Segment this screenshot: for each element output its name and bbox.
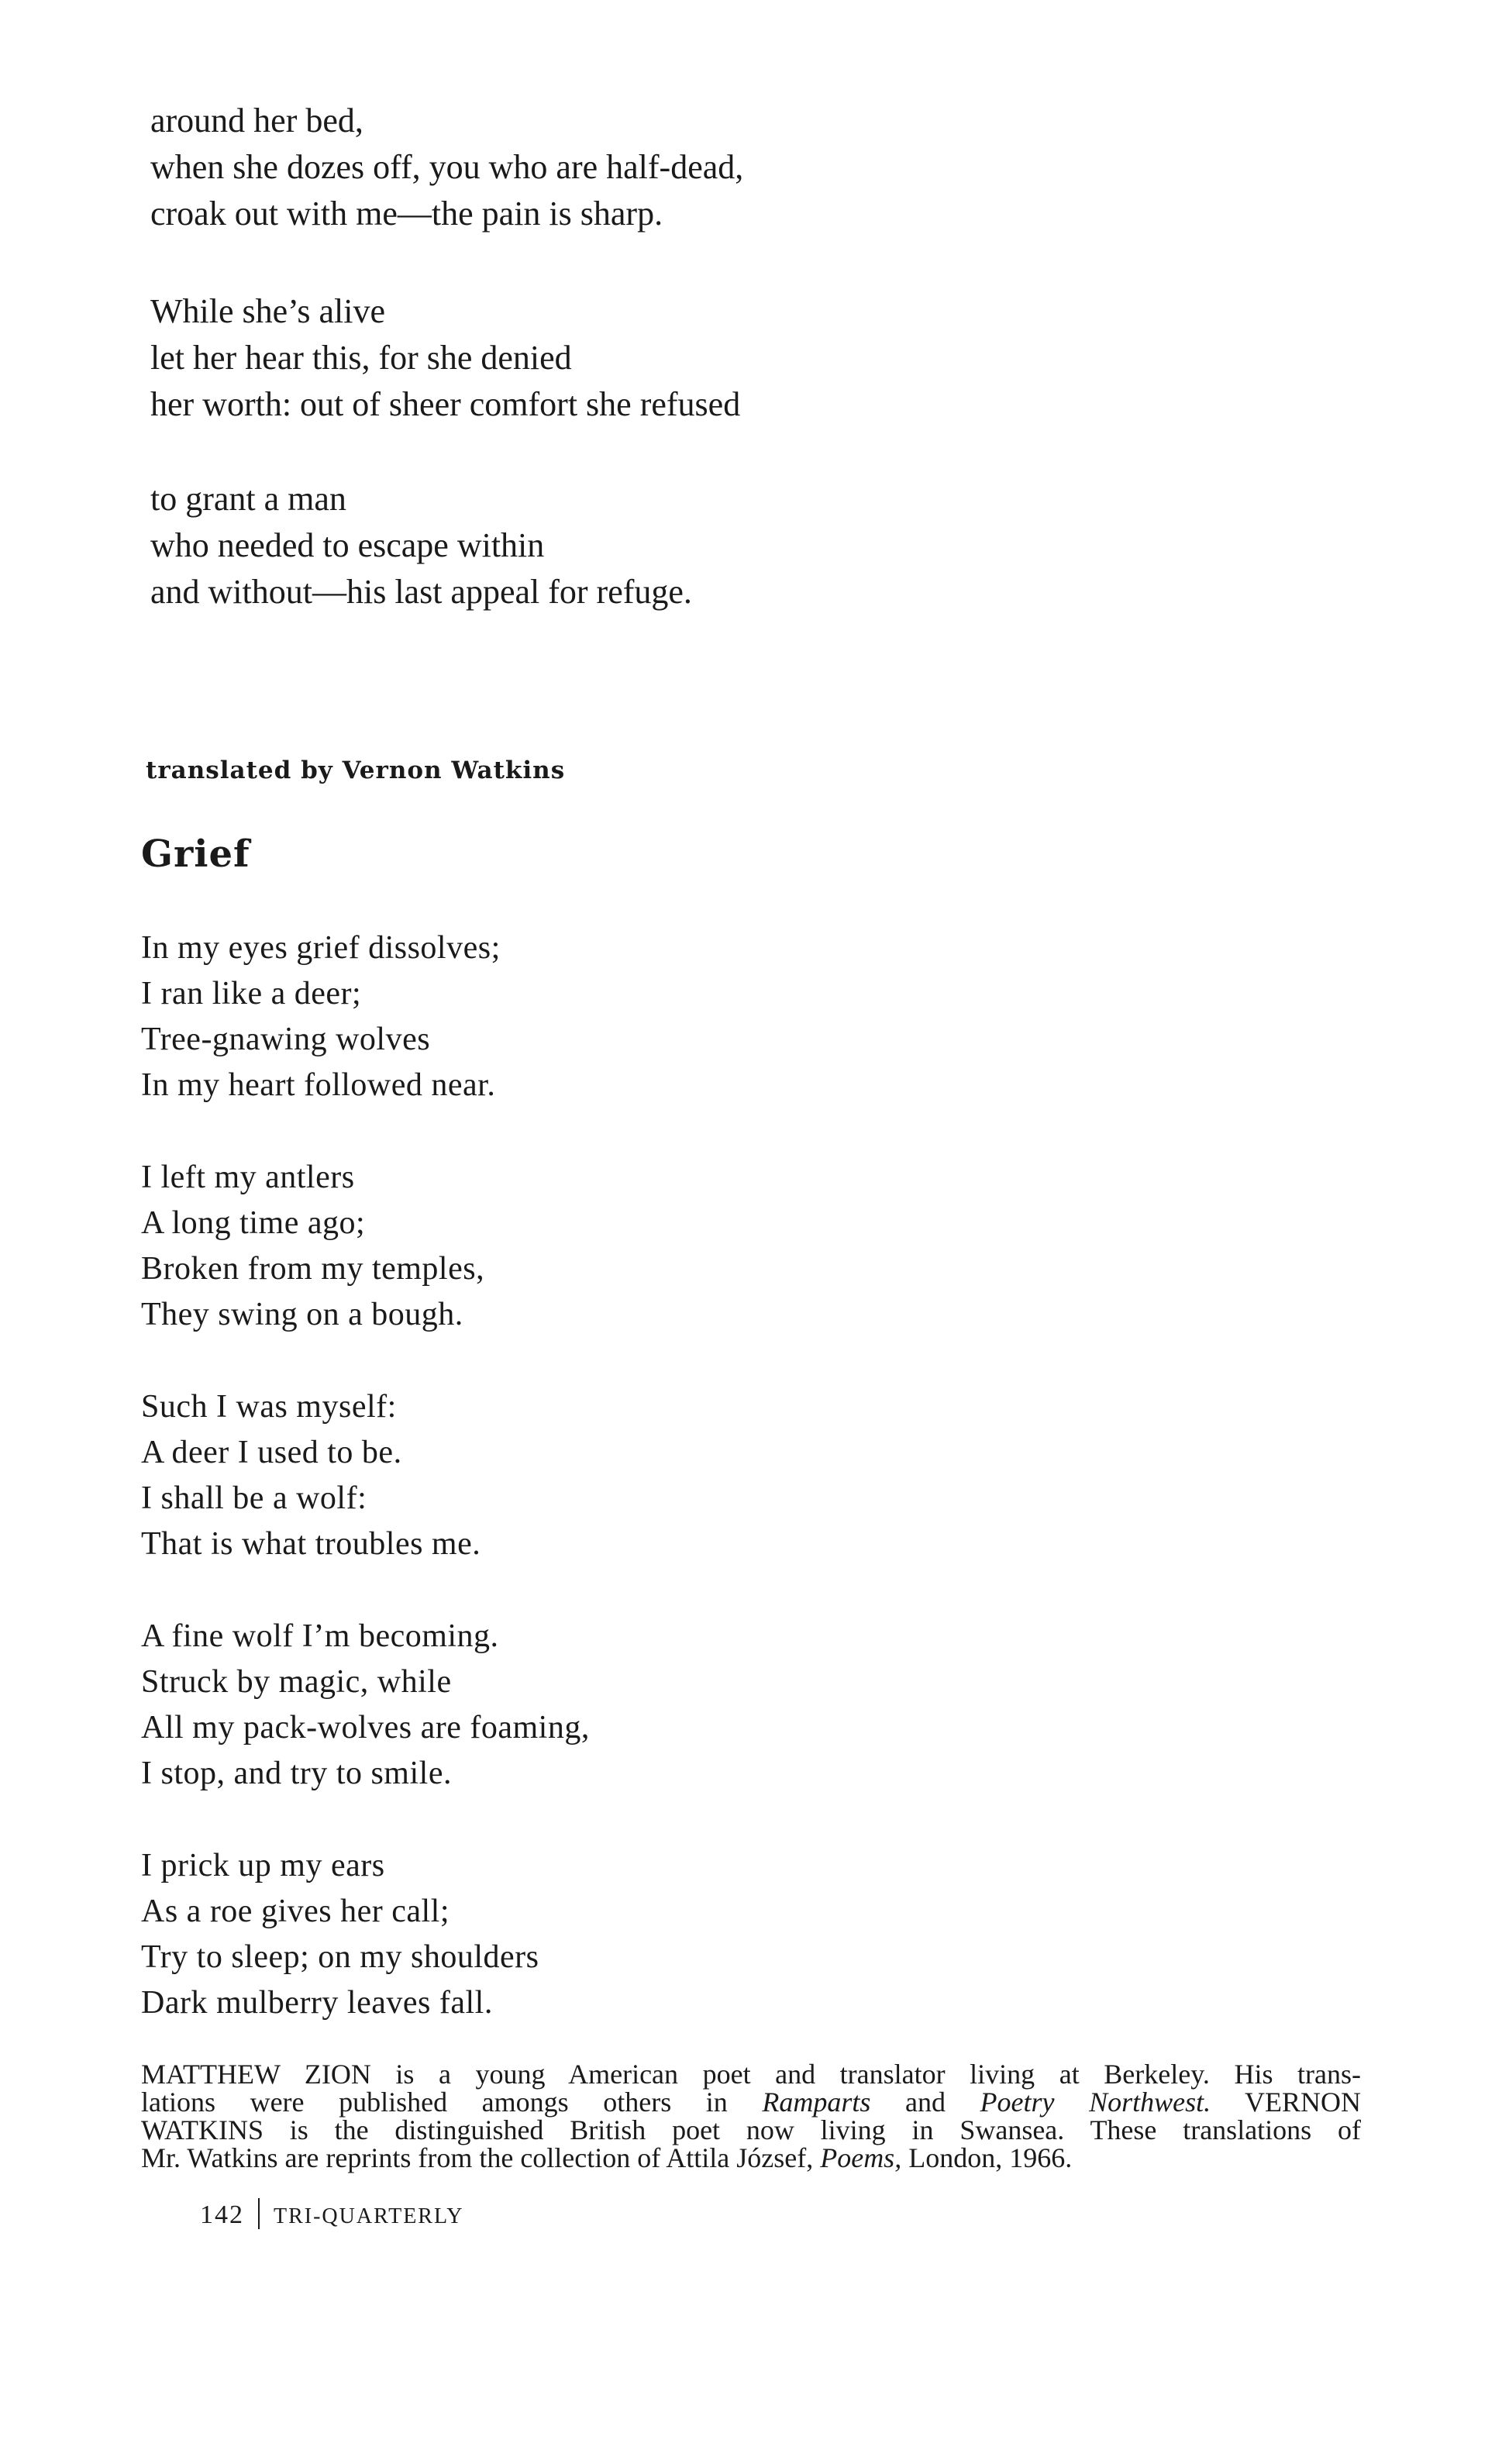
poem-line: her worth: out of sheer comfort she refused [150, 385, 741, 423]
poem-line: and without—his last appeal for refuge. [150, 573, 692, 611]
contributor-notes-line [141, 2144, 1361, 2172]
poem-line: A deer I used to be. [141, 1435, 402, 1470]
journal-name: TRI-QUARTERLY [274, 2204, 464, 2228]
poem-line: In my eyes grief dissolves; [141, 930, 501, 966]
poem-line: I left my antlers [141, 1160, 355, 1195]
poem-line: around her bed, [150, 102, 363, 140]
poem-line: Dark mulberry leaves fall. [141, 1985, 493, 2021]
footer-divider [258, 2198, 260, 2229]
contributor-notes-line: MATTHEW ZION is a young American poet and translator living at Berkeley. His trans- [141, 2059, 1361, 2090]
contributor-notes [141, 2060, 1361, 2172]
poem-line: They swing on a bough. [141, 1297, 463, 1332]
poem-line: let her hear this, for she denied [150, 339, 572, 377]
book-title: Poems, [820, 2142, 902, 2173]
poem-stanza [150, 476, 692, 615]
text-run: Mr. Watkins are reprints from the collection of Attila József, [141, 2142, 821, 2173]
poem-line: Tree-gnawing wolves [141, 1022, 431, 1057]
contributor-notes-line [141, 2088, 1361, 2116]
poem-line: All my pack-wolves are foaming, [141, 1710, 590, 1745]
poem-line: who needed to escape within [150, 526, 545, 564]
poem-line: Try to sleep; on my shoulders [141, 1939, 539, 1975]
poem-line: That is what troubles me. [141, 1526, 481, 1562]
poem-line: A fine wolf I’m becoming. [141, 1618, 499, 1654]
poem-stanza [150, 288, 740, 428]
poem-line: when she dozes off, you who are half-dead, [150, 148, 744, 186]
poem-stanza [141, 1614, 590, 1797]
poem-line: I stop, and try to smile. [141, 1756, 452, 1791]
text-run: and [870, 2087, 980, 2118]
text-run: VERNON [1211, 2087, 1362, 2118]
publication-title: Ramparts [762, 2087, 871, 2118]
text-run: lations were published amongs others in [141, 2087, 763, 2118]
page-footer [200, 2198, 464, 2230]
page-number: 142 [200, 2200, 244, 2229]
poem-line: I ran like a deer; [141, 976, 362, 1011]
poem-title: Grief [141, 832, 250, 876]
text-run: London, 1966. [901, 2142, 1073, 2173]
poem-stanza [150, 98, 743, 237]
poem-line: I prick up my ears [141, 1848, 385, 1883]
poem-line: Broken from my temples, [141, 1251, 485, 1287]
poem-stanza [141, 925, 501, 1108]
poem-stanza [141, 1843, 539, 2026]
poem-line: As a roe gives her call; [141, 1894, 450, 1929]
poem-stanza [141, 1384, 481, 1567]
poem-line: While she’s alive [150, 292, 386, 330]
poem-line: In my heart followed near. [141, 1067, 496, 1103]
poem-line: Struck by magic, while [141, 1664, 452, 1700]
poem-line: I shall be a wolf: [141, 1480, 367, 1516]
publication-title: Poetry Northwest. [980, 2087, 1211, 2118]
contributor-notes-line: WATKINS is the distinguished British poet now living in Swansea. These translations of [141, 2114, 1361, 2145]
translator-credit: translated by Vernon Watkins [146, 756, 566, 784]
poem-line: croak out with me—the pain is sharp. [150, 195, 663, 233]
poem-line: to grant a man [150, 480, 346, 518]
poem-line: Such I was myself: [141, 1389, 397, 1425]
poem-stanza [141, 1155, 484, 1338]
poem-line: A long time ago; [141, 1205, 366, 1241]
